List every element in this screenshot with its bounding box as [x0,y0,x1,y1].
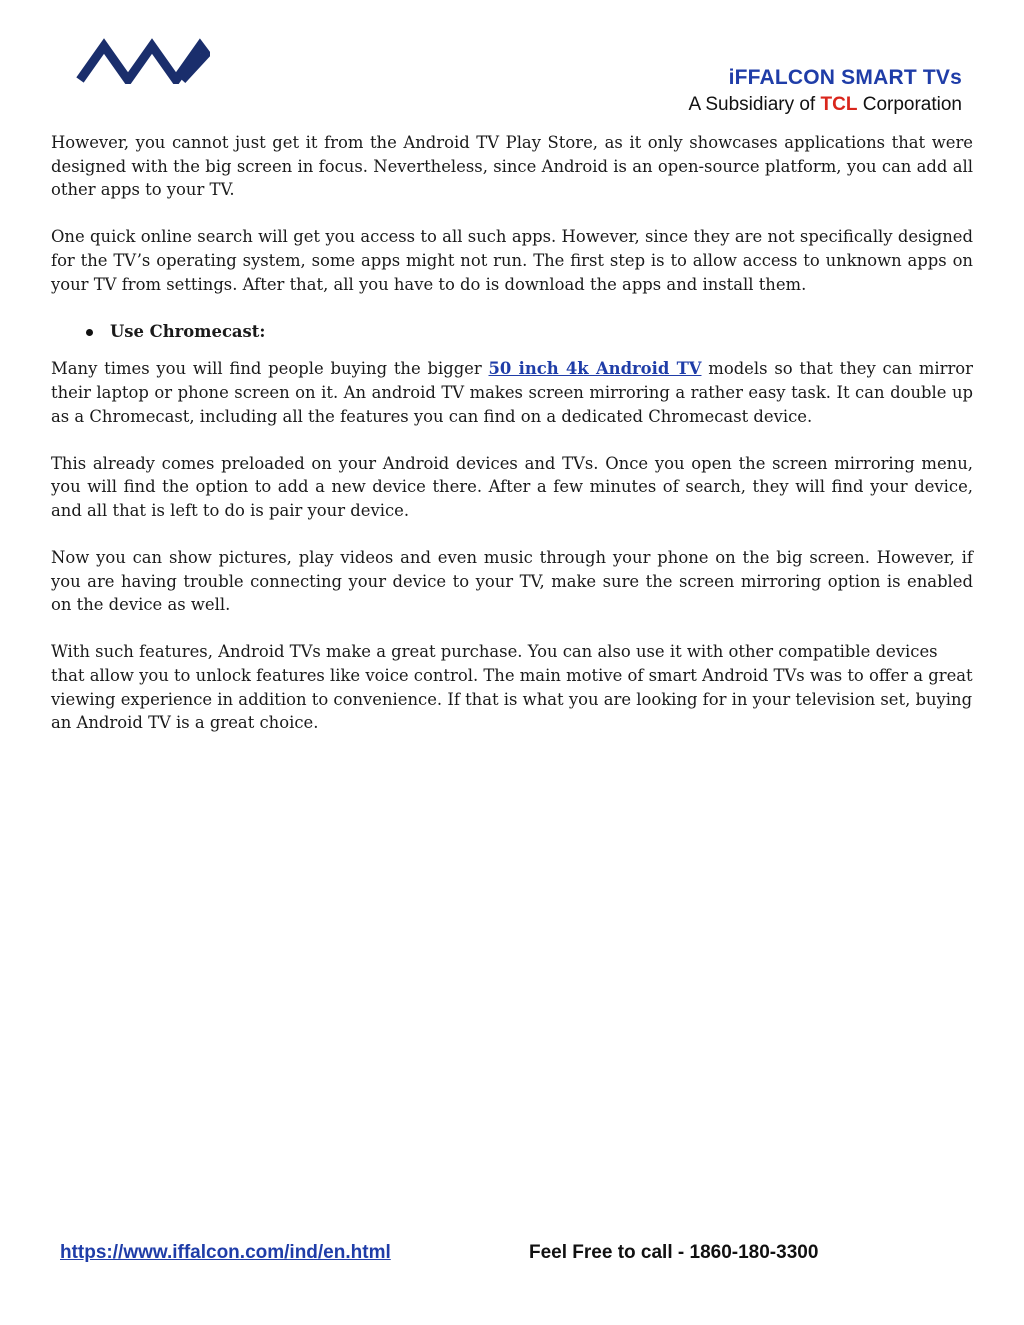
brand-title: iFFALCON SMART TVs [728,66,962,89]
brand-subtitle [688,92,962,118]
brand-subtitle-suffix: Corporation [857,94,962,115]
footer-url-link[interactable]: https://www.iffalcon.com/ind/en.html [60,1242,391,1263]
bullet-dot-icon [86,329,93,336]
brand-subtitle-tcl: TCL [820,94,858,115]
paragraph-3-start: Many times you will find people buying the bigger [51,359,489,379]
brand-header [688,64,962,118]
iffalcon-logo-icon [76,30,210,84]
paragraph-6: With such features, Android TVs make a great purchase. You can also use it with other compatible devices that allow you to unlock features like voice control. The main motive of smart Android TVs was to offer a great viewing experience in addition to convenience. If that is what you are looking for in your television set, buying an Android TV is a great choice. [51,642,973,733]
footer-call-text: Feel Free to call - 1860-180-3300 [529,1242,819,1263]
paragraph-1: However, you cannot just get it from the Android TV Play Store, as it only showcases applications that were designed with the big screen in focus. Nevertheless, since Android is an open-source platform, you can add all other apps to your TV. [51,133,973,200]
paragraph-2: One quick online search will get you access to all such apps. However, since they are not specifically designed for the TV’s operating system, some apps might not run. The first step is to allow access to unknown apps on your TV from settings. After that, all you have to do is download the apps and install them. [51,227,973,294]
bullet-item [51,320,973,344]
brand-subtitle-prefix: A Subsidiary of [688,94,821,115]
bullet-label: Use Chromecast: [110,321,266,341]
paragraph-3 [51,357,973,428]
android-tv-link[interactable]: 50 inch 4k Android TV [488,359,702,379]
paragraph-4: This already comes preloaded on your Android devices and TVs. Once you open the screen mirroring menu, you will find the option to add a new device there. After a few minutes of search, they will find your device, and all that is left to do is pair your device. [51,453,973,520]
article-body [51,131,973,758]
paragraph-3-end: models so that they can mirror their laptop or phone screen on it. An android TV makes screen mirroring a rather easy task. It can double up as a Chromecast, including all the features you can find on a dedicated Chromecast device. [51,359,973,426]
paragraph-5: Now you can show pictures, play videos and even music through your phone on the big screen. However, if you are having trouble connecting your device to your TV, make sure the screen mirroring option is enabled on the device as well. [51,548,973,615]
